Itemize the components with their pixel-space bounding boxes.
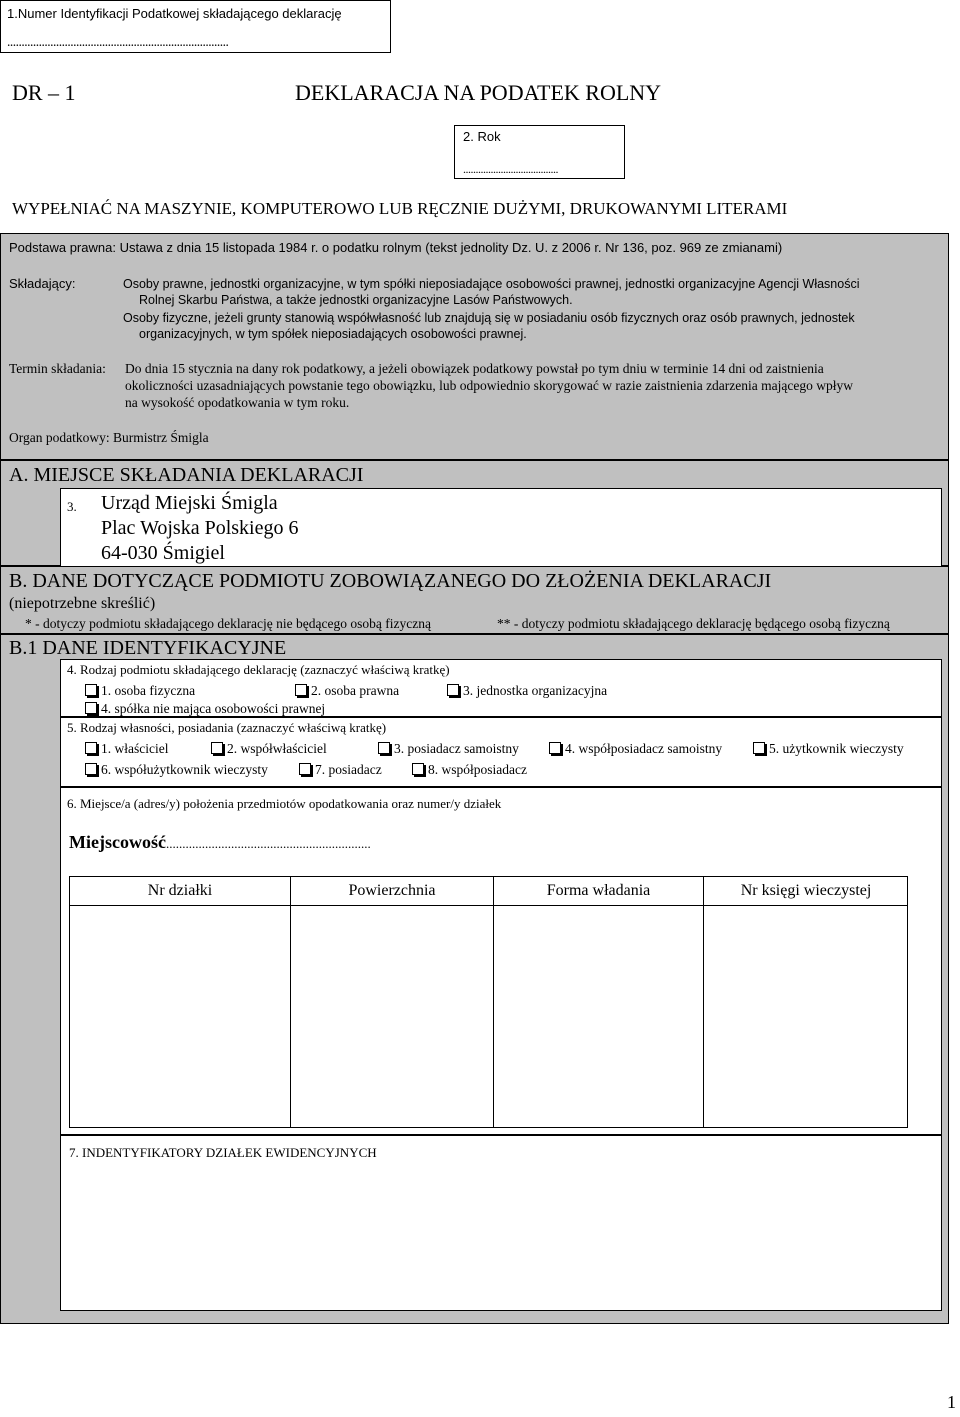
nip-box	[0, 0, 391, 53]
legal-basis: Podstawa prawna: Ustawa z dnia 15 listopada 1984 r. o podatku rolnym (tekst jednolity Dz. U. z 2006 r. Nr 136, poz. 969 ze zmianami)	[9, 240, 783, 255]
note-legal-entity: * - dotyczy podmiotu składającego deklarację nie będącego osobą fizyczną	[25, 616, 431, 631]
q4-option-1[interactable]: 1. osoba fizyczna	[85, 682, 195, 699]
q5-option-7[interactable]: 7. posiadacz	[299, 761, 382, 778]
filer-line-3: Osoby fizyczne, jeżeli grunty stanowią współwłasność lub znajdują się w posiadaniu osób fizycznych oraz osób prawnych, jednostek	[123, 311, 855, 325]
section-a-title: A. MIEJSCE SKŁADANIA DEKLARACJI	[9, 464, 364, 486]
year-field[interactable]: ......................................	[463, 162, 558, 176]
section-b1-title: B.1 DANE IDENTYFIKACYJNE	[9, 637, 287, 659]
year-label: 2. Rok	[463, 129, 501, 144]
year-box	[454, 125, 625, 179]
q5-option-4[interactable]: 4. współposiadacz samoistny	[549, 740, 722, 757]
note-natural-person: ** - dotyczy podmiotu składającego deklarację będącego osobą fizyczną	[497, 616, 890, 631]
q5-option-8[interactable]: 8. współposiadacz	[412, 761, 527, 778]
q5-option-1[interactable]: 1. właściciel	[85, 740, 168, 757]
section-b	[0, 566, 949, 634]
q5-label: 5. Rodzaj własności, posiadania (zaznaczyć właściwą kratkę)	[67, 720, 387, 735]
q5-option-6[interactable]: 6. współużytkownik wieczysty	[85, 761, 268, 778]
col-land-register: Nr księgi wieczystej	[740, 882, 872, 899]
q5-option-2[interactable]: 2. współwłaściciel	[211, 740, 327, 757]
q7-box[interactable]	[60, 1135, 942, 1311]
table-divider	[290, 906, 291, 1128]
q5-option-5[interactable]: 5. użytkownik wieczysty	[753, 740, 904, 757]
section-a-field	[60, 488, 942, 567]
col-area: Powierzchnia	[291, 877, 494, 905]
section-a	[0, 460, 949, 566]
office-city: 64-030 Śmigiel	[101, 542, 225, 564]
checkbox-icon	[549, 742, 561, 754]
deadline-line-2: okoliczności uzasadniających powstanie tego obowiązku, lub odpowiednio skorygować w razie zaistnienia zdarzenia mającego wpływ	[125, 378, 853, 393]
form-code: DR – 1	[12, 80, 76, 105]
q7-label: 7. INDENTYFIKATORY DZIAŁEK EWIDENCYJNYCH	[69, 1145, 377, 1160]
office-street: Plac Wojska Polskiego 6	[101, 517, 299, 539]
checkbox-icon	[753, 742, 765, 754]
q4-option-4[interactable]: 4. spółka nie mająca osobowości prawnej	[85, 700, 325, 717]
checkbox-icon	[85, 742, 97, 754]
section-b1	[0, 634, 949, 1324]
tax-authority: Organ podatkowy: Burmistrz Śmigla	[9, 430, 209, 445]
q4-box	[60, 659, 942, 717]
col-ownership-form: Forma władania	[494, 877, 704, 905]
q5-box	[60, 717, 942, 787]
q4-option-2[interactable]: 2. osoba prawna	[295, 682, 399, 699]
q6-label: 6. Miejsce/a (adres/y) położenia przedmiotów opodatkowania oraz numer/y działek	[67, 796, 502, 811]
checkbox-icon	[412, 763, 424, 775]
col-parcel-number: Nr działki	[70, 877, 291, 905]
table-divider	[493, 906, 494, 1128]
nip-label: 1.Numer Identyfikacji Podatkowej składającego deklarację	[7, 6, 342, 21]
nip-field[interactable]: .............................................................................	[7, 34, 229, 49]
filer-line-4: organizacyjnych, w tym spółek nieposiadających osobowości prawnej.	[139, 327, 527, 341]
office-name: Urząd Miejski Śmigla	[101, 492, 278, 514]
locality-line	[69, 832, 371, 853]
checkbox-icon	[211, 742, 223, 754]
q4-option-3[interactable]: 3. jednostka organizacyjna	[447, 682, 607, 699]
deadline-line-1: Do dnia 15 stycznia na dany rok podatkowy, a jeżeli obowiązek podatkowy powstał po tym dniu w terminie 14 dni od zaistnienia	[125, 361, 824, 376]
q5-option-3[interactable]: 3. posiadacz samoistny	[378, 740, 519, 757]
checkbox-icon	[85, 763, 97, 775]
section-a-number: 3.	[67, 499, 77, 514]
info-panel	[0, 233, 949, 460]
locality-label: Miejscowość	[69, 832, 166, 852]
table-body[interactable]	[70, 906, 908, 1128]
page-number: 1	[947, 1392, 956, 1412]
strike-note: (niepotrzebne skreślić)	[9, 595, 156, 612]
locality-field[interactable]: ...............................................................	[165, 836, 371, 851]
checkbox-icon	[299, 763, 311, 775]
filer-line-1: Osoby prawne, jednostki organizacyjne, w tym spółki nieposiadające osobowości prawnej, jednostki organizacyjne Agencji Własności	[123, 277, 860, 291]
form-title: DEKLARACJA NA PODATEK ROLNY	[295, 80, 662, 105]
fill-instruction: WYPEŁNIAĆ NA MASZYNIE, KOMPUTEROWO LUB RĘCZNIE DUŻYMI, DRUKOWANYMI LITERAMI	[12, 199, 788, 218]
checkbox-icon	[378, 742, 390, 754]
checkbox-icon	[447, 684, 459, 696]
deadline-label: Termin składania:	[9, 361, 106, 376]
q6-box	[60, 787, 942, 1135]
checkbox-icon	[295, 684, 307, 696]
section-b-title: B. DANE DOTYCZĄCE PODMIOTU ZOBOWIĄZANEGO DO ZŁOŻENIA DEKLARACJI	[9, 570, 772, 592]
parcels-table	[69, 876, 908, 1128]
deadline-line-3: na wysokość opodatkowania w tym roku.	[125, 395, 350, 410]
filer-label: Składający:	[9, 276, 76, 291]
checkbox-icon	[85, 702, 97, 714]
q4-label: 4. Rodzaj podmiotu składającego deklarację (zaznaczyć właściwą kratkę)	[67, 662, 450, 677]
checkbox-icon	[85, 684, 97, 696]
filer-line-2: Rolnej Skarbu Państwa, a także jednostki organizacyjne Lasów Państwowych.	[139, 293, 573, 307]
table-divider	[703, 906, 704, 1128]
